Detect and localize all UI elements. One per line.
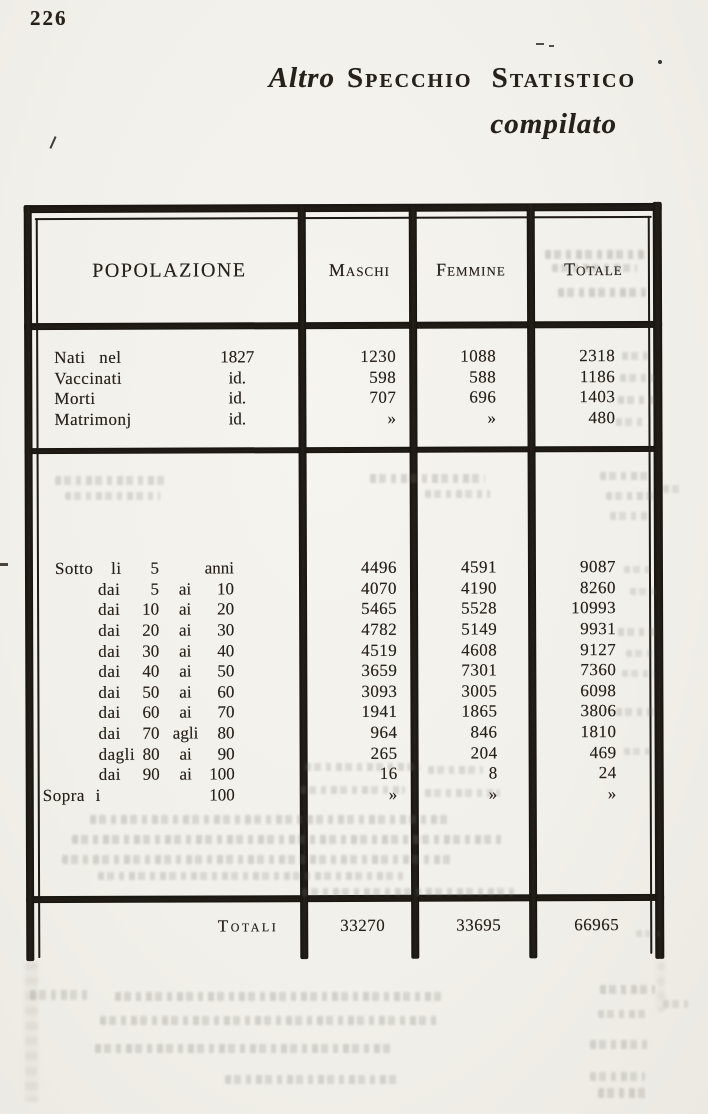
value-maschi: 1941 (304, 702, 417, 723)
table-row (25, 681, 662, 704)
table-row (25, 639, 662, 662)
value-maschi: 5465 (304, 599, 417, 620)
bleedthrough-mark (622, 352, 652, 360)
age-range-from: 10 (135, 600, 159, 621)
value-femmine: 4190 (417, 578, 527, 599)
value-maschi: 265 (305, 744, 418, 765)
value-maschi: 4782 (304, 620, 417, 641)
bleedthrough-mark (65, 492, 160, 500)
bleedthrough-mark (598, 1010, 648, 1018)
age-range-from: 5 (135, 579, 159, 600)
age-range-to: 90 (197, 744, 235, 765)
bleedthrough-mark (618, 628, 656, 636)
value-femmine: 1865 (417, 702, 527, 723)
row-label (25, 558, 304, 580)
value-totale: 480 (526, 408, 661, 429)
age-range-to: 10 (196, 579, 234, 600)
bleedthrough-mark (600, 472, 650, 480)
table-rule-header-separator (24, 321, 662, 330)
value-totale: 6098 (527, 681, 662, 702)
bleedthrough-mark (610, 512, 650, 520)
age-range-to: anni (196, 558, 234, 579)
bleedthrough-mark (545, 250, 645, 259)
row-label (24, 409, 303, 431)
table-row (25, 598, 662, 621)
table-row (24, 387, 661, 410)
table-row (24, 366, 661, 389)
bleedthrough-mark (663, 1000, 688, 1008)
row-year-reference: 1827 (197, 347, 277, 368)
value-totale: 9087 (527, 557, 662, 578)
totals-section (26, 911, 663, 941)
value-maschi: 3093 (304, 682, 417, 703)
value-totale: 1403 (526, 387, 661, 408)
bleedthrough-mark (72, 835, 502, 844)
bleedthrough-mark (636, 930, 660, 937)
bleedthrough-mark (30, 990, 90, 1000)
row-label (24, 388, 303, 410)
bleedthrough-mark (302, 888, 514, 896)
totals-femmine: 33695 (418, 911, 528, 939)
age-range-word: dai (98, 662, 120, 683)
row-year-reference: id. (197, 368, 277, 389)
age-range-word: dai (98, 683, 120, 704)
table-rule-section-separator (25, 446, 663, 454)
age-range-connector: ai (165, 600, 205, 621)
row-label (25, 599, 304, 621)
age-range-to: 40 (196, 641, 234, 662)
age-range-from: 40 (135, 662, 159, 683)
age-range-connector: agli (166, 724, 206, 745)
row-label (25, 703, 304, 725)
bleedthrough-mark (100, 1016, 440, 1025)
bleedthrough-mark (558, 288, 646, 297)
value-totale: 9931 (527, 619, 662, 640)
bleedthrough-mark (590, 1072, 645, 1081)
value-femmine: 4608 (417, 640, 527, 661)
age-range-connector: ai (165, 620, 205, 641)
age-range-from: 20 (135, 621, 159, 642)
row-label (25, 620, 304, 642)
bleedthrough-mark (62, 855, 452, 864)
value-femmine: 1088 (416, 346, 526, 367)
age-range-to: 50 (196, 662, 234, 683)
value-maschi: 16 (305, 764, 418, 785)
row-label (24, 347, 303, 369)
totals-row (26, 911, 663, 941)
table-row (24, 408, 661, 431)
age-range-to: 20 (196, 600, 234, 621)
value-femmine: 5149 (417, 619, 527, 640)
value-femmine: » (416, 408, 526, 429)
table-border-top-heavy (24, 203, 662, 213)
value-maschi: » (305, 785, 418, 806)
column-header-popolazione: POPOLAZIONE (24, 220, 303, 321)
bleedthrough-mark (95, 1044, 395, 1053)
age-range-connector: ai (165, 682, 205, 703)
value-maschi: 4070 (304, 578, 417, 599)
age-range-word: dai (99, 724, 121, 745)
table-row (24, 346, 661, 369)
value-totale: 10993 (527, 598, 662, 619)
value-maschi: 707 (303, 388, 416, 409)
title-words-caps: Specchio Statistico (347, 62, 636, 94)
value-femmine: » (418, 784, 528, 805)
row-label (25, 682, 304, 704)
value-maschi: » (303, 409, 416, 430)
row-year-reference: id. (197, 409, 277, 430)
bleedthrough-mark (624, 566, 654, 573)
age-range-connector: ai (165, 579, 205, 600)
age-range-from: 50 (135, 682, 159, 703)
age-range-word: dai (98, 600, 120, 621)
totals-maschi: 33270 (305, 912, 418, 940)
age-range-connector: ai (166, 765, 206, 786)
title-line-2: compilato (0, 110, 636, 139)
bleedthrough-mark (626, 650, 656, 657)
table-row (25, 578, 662, 601)
age-range-to: 100 (197, 765, 235, 786)
age-range-from: 80 (136, 744, 160, 765)
value-femmine: 8 (418, 764, 528, 785)
age-range-to: 30 (196, 620, 234, 641)
bleedthrough-mark (606, 492, 654, 500)
column-header-femmine: Femmine (416, 219, 526, 319)
totals-label: Totali (26, 912, 305, 941)
value-totale: 24 (528, 763, 663, 784)
bleedthrough-mark (630, 588, 656, 595)
age-range-word: dai (98, 641, 120, 662)
bleedthrough-mark (98, 872, 408, 880)
value-totale: 1186 (526, 366, 661, 387)
row-label (24, 368, 303, 390)
bleedthrough-mark (425, 490, 490, 498)
value-femmine: 5528 (417, 599, 527, 620)
column-header-maschi: Maschi (303, 220, 416, 320)
bleedthrough-mark (225, 1075, 400, 1084)
value-femmine: 204 (418, 743, 528, 764)
age-range-word: dai (98, 621, 120, 642)
value-totale: 8260 (527, 578, 662, 599)
row-label-text: Vaccinati (54, 368, 122, 387)
value-maschi: 964 (304, 723, 417, 744)
value-maschi: 4496 (304, 558, 417, 579)
bleedthrough-mark (616, 708, 656, 716)
age-range-word: dagli (99, 744, 136, 765)
totals-totale: 66965 (528, 911, 663, 939)
bleedthrough-mark (618, 396, 654, 404)
value-femmine: 4591 (417, 557, 527, 578)
age-range-to: 100 (197, 785, 235, 806)
age-range-from: 5 (135, 559, 159, 580)
value-totale: » (528, 784, 663, 805)
bleedthrough-mark (305, 763, 420, 771)
value-femmine: 7301 (417, 661, 527, 682)
age-range-word: dai (98, 703, 120, 724)
row-label-text: Nati nel (54, 348, 121, 367)
column-header-totale: Totale (526, 219, 661, 319)
age-range-connector: ai (165, 703, 205, 724)
vital-statistics-section (24, 346, 661, 431)
value-totale: 9127 (527, 639, 662, 660)
bleedthrough-mark (622, 670, 654, 677)
age-range-to: 70 (196, 703, 234, 724)
table-row (26, 722, 663, 745)
table-row (25, 619, 662, 642)
value-totale: 3806 (527, 701, 662, 722)
page-number: 226 (30, 6, 68, 31)
row-label (25, 661, 304, 683)
age-range-word: dai (98, 579, 120, 600)
bleedthrough-mark (620, 374, 654, 382)
bleedthrough-mark (663, 485, 683, 493)
row-year-reference: id. (197, 388, 277, 409)
bleedthrough-mark (90, 815, 450, 824)
value-femmine: 588 (416, 367, 526, 388)
table-row (25, 701, 662, 724)
row-label (26, 723, 305, 745)
row-label (25, 579, 304, 601)
age-range-from: 90 (136, 765, 160, 786)
age-range-connector: ai (166, 744, 206, 765)
bleedthrough-mark (616, 418, 646, 426)
age-range-connector: ai (165, 641, 205, 662)
row-label (26, 744, 305, 766)
bleedthrough-mark (425, 789, 500, 797)
value-totale: 469 (528, 743, 663, 764)
bleedthrough-mark (370, 474, 485, 483)
age-range-word: dai (99, 765, 121, 786)
age-range-to: 60 (196, 682, 234, 703)
bleedthrough-mark (428, 766, 483, 774)
value-totale: 1810 (527, 722, 662, 743)
age-range-from: 70 (136, 724, 160, 745)
age-range-word: Sotto li (98, 559, 122, 580)
value-femmine: 3005 (417, 681, 527, 702)
bleedthrough-mark (590, 1040, 650, 1049)
value-totale: 2318 (526, 346, 661, 367)
bleedthrough-mark (300, 786, 405, 794)
row-label-text: Morti (54, 389, 95, 408)
table-row (25, 660, 662, 683)
age-range-to: 80 (197, 724, 235, 745)
value-totale: 7360 (527, 660, 662, 681)
table-row (25, 557, 662, 580)
value-femmine: 846 (417, 722, 527, 743)
bleedthrough-mark (115, 992, 445, 1001)
age-range-connector: ai (165, 662, 205, 683)
bleedthrough-mark (552, 264, 637, 272)
title-word-italic: Altro (269, 62, 335, 94)
bleedthrough-mark (600, 985, 655, 994)
bleedthrough-mark (624, 748, 654, 755)
row-label (26, 785, 305, 807)
row-label-text: Matrimonj (54, 410, 131, 429)
value-maschi: 4519 (304, 640, 417, 661)
value-femmine: 696 (416, 388, 526, 409)
age-range-from: 60 (135, 703, 159, 724)
bleedthrough-mark (55, 476, 165, 485)
bleedthrough-mark (25, 962, 38, 1102)
bleedthrough-mark (598, 1088, 648, 1098)
value-maschi: 1230 (303, 347, 416, 368)
row-label (25, 641, 304, 663)
bleedthrough-mark (657, 962, 665, 1012)
age-range-from: 30 (135, 641, 159, 662)
value-maschi: 598 (303, 367, 416, 388)
age-range-word: Sopra i (99, 786, 101, 807)
row-label (26, 765, 305, 787)
value-maschi: 3659 (304, 661, 417, 682)
